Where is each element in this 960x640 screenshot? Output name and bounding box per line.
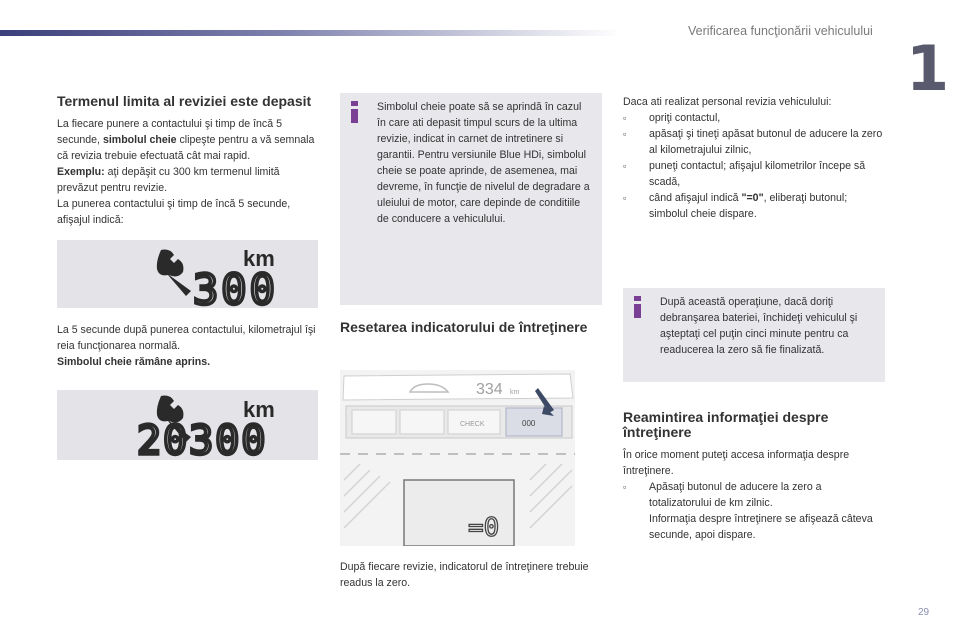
page-number: 29 — [918, 607, 930, 618]
step-item: ▫ opriţi contactul, — [623, 110, 885, 126]
step-item: ▫ puneţi contactul; afişajul kilometrilor începe să scadă, — [623, 158, 885, 190]
step-item: ▫ Apăsaţi butonul de aducere la zero a totalizatorului de km zilnic. Informaţia despre întreţinere se afişează câteva secunde, apoi dispare. — [623, 479, 885, 543]
header-bar — [0, 30, 620, 36]
display-20300 — [57, 390, 318, 460]
step-item: ▫ când afişajul indică "=0", eliberaţi butonul; simbolul cheie dispare. — [623, 190, 885, 222]
info-icon — [634, 296, 641, 318]
chapter-number: 1 — [906, 32, 950, 105]
zero-button: 000 — [522, 419, 536, 428]
display-300-unit: km — [243, 246, 275, 271]
left-text-2: La 5 secunde după punerea contactului, kilometrajul îşi reia funcţionarea normală. Simbolul cheie rămâne aprins. — [57, 324, 316, 368]
display-300-value: 300 — [193, 265, 278, 308]
info-box-right — [623, 288, 885, 382]
heading-reminder: Reamintirea informaţiei despre întreţinere — [623, 409, 829, 440]
display-300 — [57, 240, 318, 308]
heading-limit: Termenul limita al reviziei este depasit — [57, 93, 312, 109]
check-label: CHECK — [460, 421, 485, 428]
step-item: ▫ apăsaţi şi tineţi apăsat butonul de aducere la zero al kilometrajului zilnic, — [623, 126, 885, 158]
left-text-1: La fiecare punere a contactului şi timp de încă 5 secunde, simbolul cheie clipeşte pentru a vă semnala că revizia trebuie efectuată cât mai rapid. Exemplu: aţi depăşit cu 300 km termenul limită prevăzut pentru revizie. La punerea contactului şi timp de încă 5 secunde, afişajul indică: — [57, 118, 315, 226]
screen-value: =0 — [468, 513, 500, 543]
display-20300-value: 20300 — [137, 418, 268, 460]
display-20300-unit: km — [243, 397, 275, 422]
heading-reset: Resetarea indicatorului de întreţinere — [340, 319, 588, 335]
wrench-icon — [157, 250, 191, 296]
odometer-unit: km — [510, 389, 520, 396]
dashboard-photo — [340, 370, 575, 546]
right-reminder-text: În orice moment puteţi accesa informaţia despre întreţinere. ▫ Apăsaţi butonul de aducere la zero a totalizatorului de km zilnic. Informaţia despre întreţinere se afişează câteva secunde, apoi dispare. — [623, 447, 885, 543]
info-text-right: După această operaţiune, dacă doriţi debranşarea bateriei, închideţi vehiculul şi aşteptaţi cel puţin cinci minute pentru ca readucerea la zero să fie finalizată. — [660, 296, 858, 356]
right-steps: Daca ati realizat personal revizia vehiculului: ▫ opriţi contactul, ▫ apăsaţi şi tineţi apăsat butonul de aducere la zero al kilometrajului zilnic, ▫ puneţi contactul; afişajul kilometrilor începe să scadă, ▫ când afişajul indică "=0", eliberaţi butonul; simbolul cheie dispare. — [623, 94, 885, 222]
info-icon — [351, 101, 358, 123]
info-text-middle: Simbolul cheie poate să se aprindă în cazul în care ati depasit timpul scurs de la ultima revizie, indicat in carnet de intretinere si garantii. Pentru versiunile Blue HDi, simbolul cheie se poate aprinde, de asemenea, mai devreme, în funcţie de nivelul de degradare a uleiului de motor, care depinde de conditiile de conducere a vehiculului. — [377, 101, 590, 225]
info-box-middle — [340, 93, 602, 305]
odometer-value: 334 — [476, 381, 503, 398]
middle-caption: După fiecare revizie, indicatorul de întreţinere trebuie readus la zero. — [340, 561, 589, 589]
section-title: Verificarea funcţionării vehiculului — [688, 24, 873, 38]
